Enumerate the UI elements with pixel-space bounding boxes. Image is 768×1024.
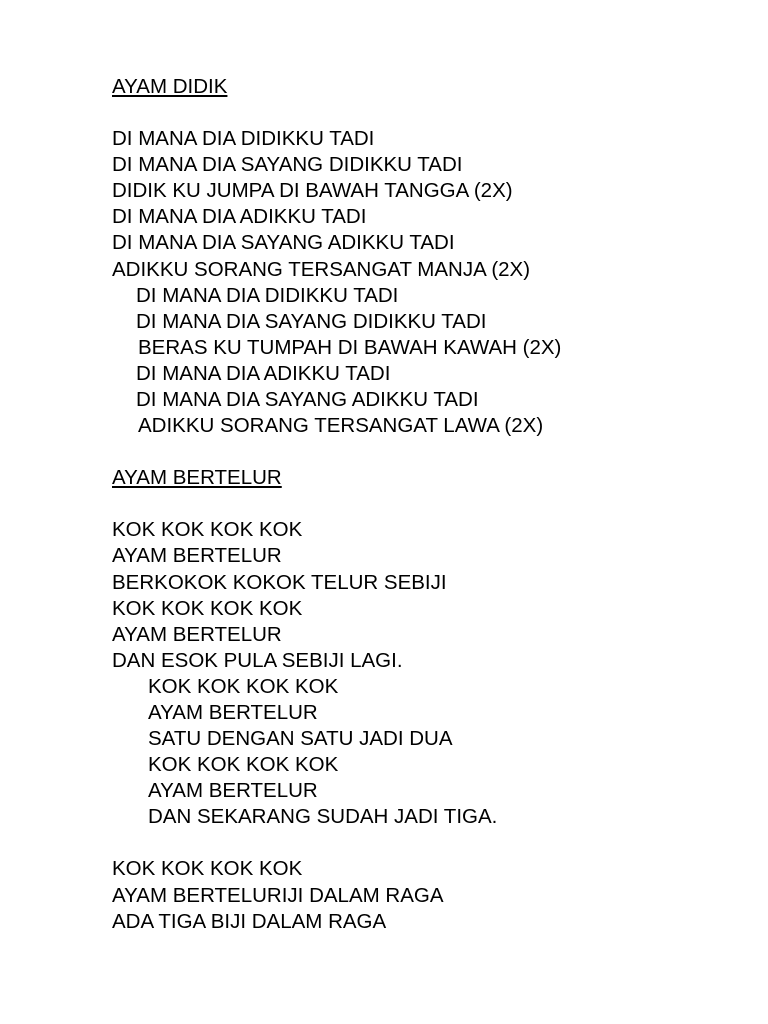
lyric-line: SATU DENGAN SATU JADI DUA bbox=[148, 727, 453, 751]
lyric-line: DI MANA DIA ADIKKU TADI bbox=[112, 205, 367, 229]
lyric-line: BERAS KU TUMPAH DI BAWAH KAWAH (2X) bbox=[138, 335, 562, 359]
lyric-line: KOK KOK KOK KOK bbox=[112, 857, 303, 881]
lyric-line: AYAM BERTELURIJI DALAM RAGA bbox=[112, 883, 444, 907]
lyric-line: AYAM BERTELUR bbox=[112, 544, 282, 568]
lyric-line: DI MANA DIA SAYANG ADIKKU TADI bbox=[112, 231, 455, 255]
lyric-line: KOK KOK KOK KOK bbox=[112, 518, 303, 542]
lyric-line: KOK KOK KOK KOK bbox=[148, 674, 339, 698]
song-title: AYAM DIDIK bbox=[112, 75, 228, 98]
lyric-line: DI MANA DIA SAYANG DIDIKKU TADI bbox=[112, 153, 463, 177]
lyric-line: DAN SEKARANG SUDAH JADI TIGA. bbox=[148, 805, 498, 829]
lyric-line: ADA TIGA BIJI DALAM RAGA bbox=[112, 909, 387, 933]
lyric-line: AYAM BERTELUR bbox=[112, 622, 282, 646]
lyric-line: DI MANA DIA ADIKKU TADI bbox=[136, 361, 391, 385]
lyric-line: AYAM BERTELUR bbox=[148, 779, 318, 803]
lyric-line: ADIKKU SORANG TERSANGAT LAWA (2X) bbox=[138, 414, 544, 438]
lyric-line: ADIKKU SORANG TERSANGAT MANJA (2X) bbox=[112, 257, 531, 281]
lyric-line: DIDIK KU JUMPA DI BAWAH TANGGA (2X) bbox=[112, 179, 513, 203]
lyric-line: DAN ESOK PULA SEBIJI LAGI. bbox=[112, 648, 403, 672]
lyric-line: BERKOKOK KOKOK TELUR SEBIJI bbox=[112, 570, 447, 594]
song-title: AYAM BERTELUR bbox=[112, 466, 282, 490]
lyric-line: DI MANA DIA DIDIKKU TADI bbox=[136, 283, 399, 307]
lyric-line: DI MANA DIA SAYANG ADIKKU TADI bbox=[136, 388, 479, 412]
lyric-line: DI MANA DIA SAYANG DIDIKKU TADI bbox=[136, 309, 487, 333]
lyric-line: AYAM BERTELUR bbox=[148, 700, 318, 724]
document-page bbox=[112, 74, 561, 935]
lyric-line: KOK KOK KOK KOK bbox=[112, 596, 303, 620]
lyric-line: KOK KOK KOK KOK bbox=[148, 753, 339, 777]
lyric-line: DI MANA DIA DIDIKKU TADI bbox=[112, 127, 375, 151]
